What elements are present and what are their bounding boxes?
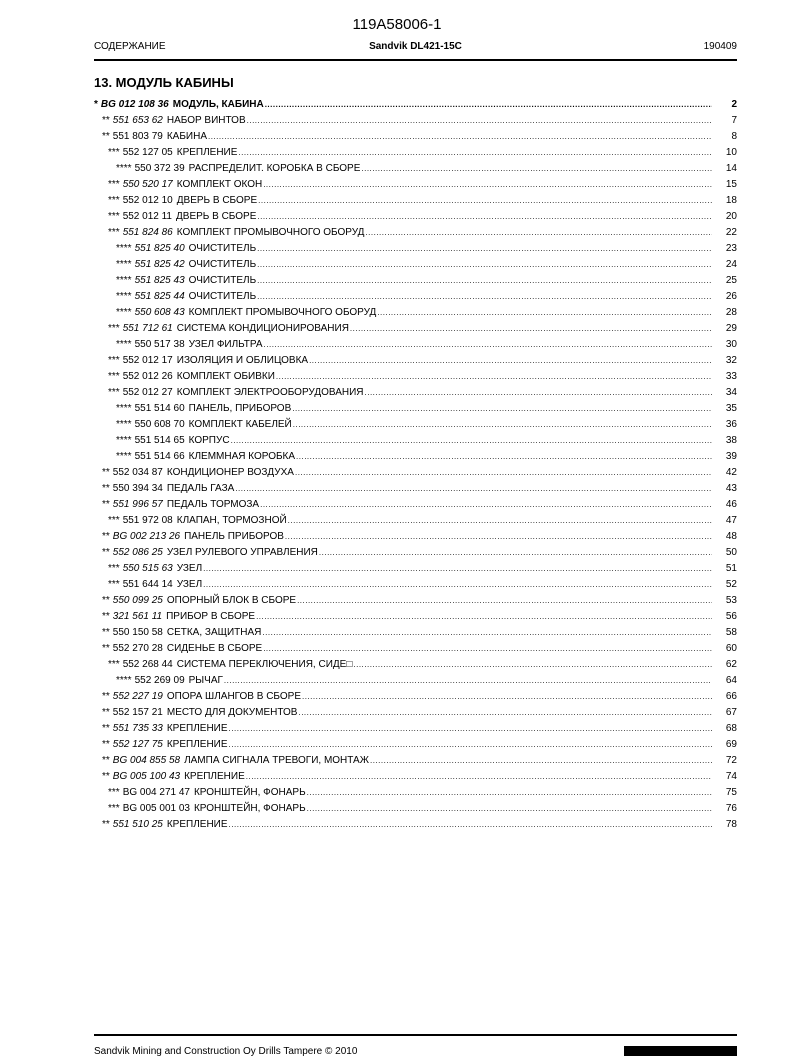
toc-entry-part-number: 551 803 79 xyxy=(112,131,163,142)
toc-entry-leader xyxy=(257,273,712,289)
toc-entry-level-marker: ** xyxy=(102,467,110,478)
toc-entry-level-marker: *** xyxy=(108,515,120,526)
toc-entry-part-number: 550 517 38 xyxy=(134,339,185,350)
toc-entry[interactable] xyxy=(94,161,737,177)
toc-entry-leader xyxy=(296,449,712,465)
toc-entry-title: ОПОРНЫЙ БЛОК В СБОРЕ xyxy=(166,595,297,606)
toc-entry-title: КРОНШТЕЙН, ФОНАРЬ xyxy=(193,787,306,798)
toc-entry-level-marker: **** xyxy=(116,675,132,686)
toc-entry-part-number: 551 825 43 xyxy=(134,275,185,286)
toc-entry-part-number: 550 150 58 xyxy=(112,627,163,638)
toc-entry-title: КЛАПАН, ТОРМОЗНОЙ xyxy=(176,515,287,526)
toc-entry-part-number: 551 712 61 xyxy=(122,323,173,334)
toc-entry-part-number: 552 268 44 xyxy=(122,659,173,670)
toc-entry-title: СИСТЕМА КОНДИЦИОНИРОВАНИЯ xyxy=(176,323,349,334)
toc-entry-leader xyxy=(302,689,712,705)
header-divider xyxy=(94,59,737,61)
toc-entry-level-marker: ** xyxy=(102,707,110,718)
toc-entry-level-marker: **** xyxy=(116,163,132,174)
toc-entry-leader xyxy=(292,401,712,417)
toc-entry-page-number: 15 xyxy=(725,179,737,190)
toc-entry-level-marker: ** xyxy=(102,739,110,750)
toc-entry-title: РАСПРЕДЕЛИТ. КОРОБКА В СБОРЕ xyxy=(188,163,361,174)
toc-entry-level-marker: *** xyxy=(108,371,120,382)
toc-entry-part-number: 551 824 86 xyxy=(122,227,173,238)
toc-entry-page-number: 18 xyxy=(725,195,737,206)
toc-entry-leader xyxy=(370,753,712,769)
sandvik-logo-icon xyxy=(624,1046,737,1056)
toc-entry[interactable] xyxy=(94,337,737,353)
toc-entry-page-number: 47 xyxy=(725,515,737,526)
toc-entry-title: УЗЕЛ xyxy=(176,563,203,574)
toc-entry[interactable] xyxy=(94,721,737,737)
toc-entry-title: КОМПЛЕКТ ПРОМЫВОЧНОГО ОБОРУД xyxy=(176,227,365,238)
toc-entry-title: ПАНЕЛЬ ПРИБОРОВ xyxy=(184,531,284,542)
toc-entry-part-number: BG 004 855 58 xyxy=(112,755,181,766)
toc-entry-page-number: 30 xyxy=(725,339,737,350)
toc-entry[interactable] xyxy=(94,433,737,449)
toc-entry-level-marker: *** xyxy=(108,659,120,670)
toc-entry-title: ДВЕРЬ В СБОРЕ xyxy=(176,195,258,206)
toc-entry[interactable] xyxy=(94,641,737,657)
toc-entry-page-number: 20 xyxy=(725,211,737,222)
toc-entry-level-marker: *** xyxy=(108,355,120,366)
toc-entry-level-marker: ** xyxy=(102,531,110,542)
toc-entry-part-number: 552 157 21 xyxy=(112,707,163,718)
toc-entry-page-number: 42 xyxy=(725,467,737,478)
toc-entry-level-marker: ** xyxy=(102,131,110,142)
toc-entry[interactable] xyxy=(94,209,737,225)
toc-entry-level-marker: *** xyxy=(108,179,120,190)
toc-entry-title: ОЧИСТИТЕЛЬ xyxy=(188,243,257,254)
toc-entry-title: МОДУЛЬ, КАБИНА xyxy=(172,99,264,110)
toc-entry-page-number: 25 xyxy=(725,275,737,286)
toc-entry-leader xyxy=(297,593,712,609)
toc-entry-leader xyxy=(247,113,712,129)
toc-entry-leader xyxy=(309,353,712,369)
toc-entry-leader xyxy=(285,529,712,545)
toc-entry-leader xyxy=(229,817,712,833)
toc-entry-page-number: 72 xyxy=(725,755,737,766)
toc-entry-part-number: 550 608 43 xyxy=(134,307,185,318)
toc-entry-title: КРЕПЛЕНИЕ xyxy=(176,147,238,158)
toc-entry[interactable] xyxy=(94,529,737,545)
toc-entry-level-marker: *** xyxy=(108,323,120,334)
toc-entry-page-number: 38 xyxy=(725,435,737,446)
toc-entry-page-number: 56 xyxy=(725,611,737,622)
toc-entry-page-number: 23 xyxy=(725,243,737,254)
toc-entry-level-marker: **** xyxy=(116,307,132,318)
toc-entry-level-marker: * xyxy=(94,99,98,110)
toc-entry-title: КОМПЛЕКТ ПРОМЫВОЧНОГО ОБОРУД xyxy=(188,307,377,318)
toc-entry-level-marker: **** xyxy=(116,275,132,286)
toc-entry[interactable] xyxy=(94,561,737,577)
toc-entry-part-number: 550 394 34 xyxy=(112,483,163,494)
toc-entry[interactable] xyxy=(94,353,737,369)
toc-entry[interactable] xyxy=(94,545,737,561)
toc-entry-page-number: 32 xyxy=(725,355,737,366)
toc-entry-leader xyxy=(307,785,712,801)
toc-entry[interactable] xyxy=(94,801,737,817)
toc-entry-page-number: 43 xyxy=(725,483,737,494)
toc-entry[interactable] xyxy=(94,753,737,769)
toc-entry-leader xyxy=(276,369,712,385)
toc-entry[interactable] xyxy=(94,497,737,513)
toc-entry-page-number: 10 xyxy=(725,147,737,158)
toc-entry-leader xyxy=(288,513,712,529)
toc-entry[interactable] xyxy=(94,289,737,305)
toc-entry-part-number: BG 004 271 47 xyxy=(122,787,190,798)
toc-entry-title: МЕСТО ДЛЯ ДОКУМЕНТОВ xyxy=(166,707,298,718)
toc-entry-part-number: 551 514 60 xyxy=(134,403,185,414)
toc-entry-title: УЗЕЛ ФИЛЬТРА xyxy=(188,339,263,350)
toc-entry[interactable] xyxy=(94,97,737,113)
toc-entry-level-marker: **** xyxy=(116,243,132,254)
toc-entry[interactable] xyxy=(94,385,737,401)
toc-entry-level-marker: *** xyxy=(108,147,120,158)
toc-entry-leader xyxy=(257,209,712,225)
toc-entry-title: ПАНЕЛЬ, ПРИБОРОВ xyxy=(188,403,292,414)
toc-entry-page-number: 28 xyxy=(725,307,737,318)
toc-entry-leader xyxy=(361,161,712,177)
toc-entry[interactable] xyxy=(94,369,737,385)
toc-entry-part-number: BG 012 108 36 xyxy=(100,99,169,110)
toc-entry-part-number: 552 227 19 xyxy=(112,691,163,702)
toc-entry-leader xyxy=(353,657,712,673)
toc-entry-page-number: 33 xyxy=(725,371,737,382)
toc-entry-part-number: 551 735 33 xyxy=(112,723,163,734)
toc-entry-part-number: 550 372 39 xyxy=(134,163,185,174)
toc-entry-page-number: 8 xyxy=(731,131,737,142)
toc-entry-part-number: BG 005 001 03 xyxy=(122,803,190,814)
toc-entry-page-number: 52 xyxy=(725,579,737,590)
toc-entry-leader xyxy=(231,433,712,449)
toc-entry-page-number: 60 xyxy=(725,643,737,654)
toc-entry-leader xyxy=(295,465,712,481)
toc-entry-page-number: 39 xyxy=(725,451,737,462)
toc-entry[interactable] xyxy=(94,241,737,257)
toc-entry-leader xyxy=(263,641,712,657)
toc-entry-level-marker: *** xyxy=(108,787,120,798)
toc-entry-leader xyxy=(262,625,712,641)
toc-entry-level-marker: **** xyxy=(116,435,132,446)
toc-entry-level-marker: *** xyxy=(108,211,120,222)
toc-entry-title: ЛАМПА СИГНАЛА ТРЕВОГИ, МОНТАЖ xyxy=(184,755,369,766)
toc-entry-title: КОНДИЦИОНЕР ВОЗДУХА xyxy=(166,467,294,478)
toc-entry-leader xyxy=(264,337,712,353)
toc-entry-level-marker: **** xyxy=(116,259,132,270)
toc-entry[interactable] xyxy=(94,225,737,241)
toc-entry-title: КРЕПЛЕНИЕ xyxy=(184,771,245,782)
toc-entry-title: ОЧИСТИТЕЛЬ xyxy=(188,275,257,286)
toc-entry-page-number: 68 xyxy=(725,723,737,734)
toc-entry-part-number: 552 012 27 xyxy=(122,387,173,398)
toc-entry-title: КОРПУС xyxy=(188,435,230,446)
toc-entry-level-marker: ** xyxy=(102,499,110,510)
toc-entry-page-number: 46 xyxy=(725,499,737,510)
toc-entry-title: НАБОР ВИНТОВ xyxy=(166,115,246,126)
toc-entry-title: УЗЕЛ РУЛЕВОГО УПРАВЛЕНИЯ xyxy=(166,547,318,558)
toc-entry-leader xyxy=(224,673,712,689)
toc-entry-level-marker: ** xyxy=(102,723,110,734)
toc-entry-level-marker: ** xyxy=(102,691,110,702)
toc-entry-leader xyxy=(235,481,712,497)
toc-entry[interactable] xyxy=(94,593,737,609)
toc-entry-leader xyxy=(377,305,712,321)
toc-entry-part-number: 551 825 44 xyxy=(134,291,185,302)
toc-entry-page-number: 76 xyxy=(725,803,737,814)
toc-entry-part-number: 552 269 09 xyxy=(134,675,185,686)
toc-entry-leader xyxy=(319,545,712,561)
toc-entry-part-number: 550 520 17 xyxy=(122,179,173,190)
toc-entry[interactable] xyxy=(94,449,737,465)
toc-entry[interactable] xyxy=(94,769,737,785)
toc-entry-leader xyxy=(258,193,712,209)
toc-entry-page-number: 62 xyxy=(725,659,737,670)
header-section-label: СОДЕРЖАНИЕ xyxy=(94,41,166,52)
toc-entry-leader xyxy=(208,129,712,145)
toc-entry-part-number: 551 510 25 xyxy=(112,819,163,830)
toc-entry-level-marker: ** xyxy=(102,819,110,830)
toc-entry-title: КРЕПЛЕНИЕ xyxy=(166,739,228,750)
toc-entry-part-number: 552 127 05 xyxy=(122,147,173,158)
toc-entry-leader xyxy=(365,225,712,241)
page-header xyxy=(94,40,737,54)
toc-entry-level-marker: ** xyxy=(102,611,110,622)
toc-entry-leader xyxy=(307,801,712,817)
toc-entry-part-number: 552 127 75 xyxy=(112,739,163,750)
toc-entry-part-number: 552 034 87 xyxy=(112,467,163,478)
toc-entry[interactable] xyxy=(94,193,737,209)
toc-entry-title: ОЧИСТИТЕЛЬ xyxy=(188,291,257,302)
toc-entry-level-marker: *** xyxy=(108,195,120,206)
header-date-code: 190409 xyxy=(703,41,737,52)
toc-entry[interactable] xyxy=(94,785,737,801)
toc-entry-title: ПЕДАЛЬ ТОРМОЗА xyxy=(166,499,260,510)
toc-entry-title: ОЧИСТИТЕЛЬ xyxy=(188,259,257,270)
toc-entry-leader xyxy=(257,241,712,257)
toc-entry-leader xyxy=(256,609,712,625)
toc-entry-level-marker: *** xyxy=(108,563,120,574)
toc-entry-level-marker: ** xyxy=(102,643,110,654)
table-of-contents xyxy=(94,97,737,833)
toc-entry-title: КРЕПЛЕНИЕ xyxy=(166,819,228,830)
toc-entry-level-marker: *** xyxy=(108,579,120,590)
toc-entry[interactable] xyxy=(94,465,737,481)
toc-entry-page-number: 66 xyxy=(725,691,737,702)
toc-entry-page-number: 69 xyxy=(725,739,737,750)
toc-entry-page-number: 35 xyxy=(725,403,737,414)
toc-entry-leader xyxy=(203,561,712,577)
document-number: 119A58006-1 xyxy=(352,16,442,33)
toc-entry-level-marker: **** xyxy=(116,339,132,350)
toc-entry-level-marker: *** xyxy=(108,227,120,238)
toc-entry-page-number: 75 xyxy=(725,787,737,798)
toc-entry-title: СИСТЕМА ПЕРЕКЛЮЧЕНИЯ, СИДЕ□ xyxy=(176,659,353,670)
toc-entry-page-number: 53 xyxy=(725,595,737,606)
toc-entry-title: СИДЕНЬЕ В СБОРЕ xyxy=(166,643,263,654)
toc-entry[interactable] xyxy=(94,817,737,833)
toc-entry-part-number: 552 012 11 xyxy=(122,211,172,222)
toc-entry[interactable] xyxy=(94,113,737,129)
toc-entry-title: ДВЕРЬ В СБОРЕ xyxy=(176,211,257,222)
toc-entry-part-number: 551 653 62 xyxy=(112,115,163,126)
footer-copyright: Sandvik Mining and Construction Oy Drills Tampere © 2010 xyxy=(94,1046,358,1057)
toc-entry-title: КОМПЛЕКТ ОБИВКИ xyxy=(176,371,275,382)
toc-entry[interactable] xyxy=(94,657,737,673)
toc-entry[interactable] xyxy=(94,129,737,145)
toc-entry-title: УЗЕЛ xyxy=(176,579,203,590)
toc-entry-part-number: 552 012 17 xyxy=(122,355,173,366)
toc-entry[interactable] xyxy=(94,305,737,321)
toc-entry-level-marker: **** xyxy=(116,403,132,414)
toc-entry-page-number: 50 xyxy=(725,547,737,558)
toc-entry[interactable] xyxy=(94,689,737,705)
toc-entry-page-number: 29 xyxy=(725,323,737,334)
toc-entry-leader xyxy=(238,145,712,161)
toc-entry[interactable] xyxy=(94,705,737,721)
toc-entry-page-number: 67 xyxy=(725,707,737,718)
toc-entry-leader xyxy=(203,577,712,593)
toc-entry-title: КРЕПЛЕНИЕ xyxy=(166,723,228,734)
toc-entry-part-number: 550 515 63 xyxy=(122,563,173,574)
toc-entry-page-number: 22 xyxy=(725,227,737,238)
toc-entry-level-marker: ** xyxy=(102,771,110,782)
toc-entry[interactable] xyxy=(94,737,737,753)
toc-entry[interactable] xyxy=(94,321,737,337)
toc-entry-title: ИЗОЛЯЦИЯ И ОБЛИЦОВКА xyxy=(176,355,309,366)
toc-entry-leader xyxy=(260,497,712,513)
toc-entry-part-number: 552 270 28 xyxy=(112,643,163,654)
toc-entry-part-number: 550 099 25 xyxy=(112,595,163,606)
toc-entry-leader xyxy=(263,177,712,193)
footer-divider xyxy=(94,1034,737,1036)
toc-entry-level-marker: **** xyxy=(116,419,132,430)
toc-entry-page-number: 58 xyxy=(725,627,737,638)
toc-entry-level-marker: ** xyxy=(102,483,110,494)
toc-entry-part-number: 551 825 40 xyxy=(134,243,185,254)
toc-entry-level-marker: ** xyxy=(102,595,110,606)
toc-entry-leader xyxy=(246,769,712,785)
toc-entry-part-number: 552 012 10 xyxy=(122,195,173,206)
header-model-name: Sandvik DL421-15C xyxy=(369,41,462,52)
toc-entry-title: СЕТКА, ЗАЩИТНАЯ xyxy=(166,627,262,638)
toc-entry-level-marker: **** xyxy=(116,451,132,462)
toc-entry[interactable] xyxy=(94,609,737,625)
toc-entry-page-number: 2 xyxy=(731,99,737,110)
toc-entry-title: КОМПЛЕКТ ЭЛЕКТРООБОРУДОВАНИЯ xyxy=(176,387,364,398)
toc-entry-page-number: 34 xyxy=(725,387,737,398)
toc-entry[interactable] xyxy=(94,417,737,433)
toc-entry-page-number: 26 xyxy=(725,291,737,302)
toc-entry-page-number: 78 xyxy=(725,819,737,830)
toc-entry-leader xyxy=(365,385,712,401)
toc-entry-page-number: 64 xyxy=(725,675,737,686)
toc-entry-level-marker: ** xyxy=(102,755,110,766)
toc-entry-part-number: 552 012 26 xyxy=(122,371,173,382)
toc-entry-level-marker: *** xyxy=(108,803,120,814)
toc-entry-page-number: 74 xyxy=(725,771,737,782)
toc-entry[interactable] xyxy=(94,257,737,273)
toc-entry-part-number: BG 005 100 43 xyxy=(112,771,181,782)
toc-entry[interactable] xyxy=(94,177,737,193)
toc-entry-page-number: 7 xyxy=(731,115,737,126)
toc-entry-title: ПРИБОР В СБОРЕ xyxy=(166,611,256,622)
toc-entry-title: КОМПЛЕКТ ОКОН xyxy=(176,179,263,190)
toc-entry-title: ПЕДАЛЬ ГАЗА xyxy=(166,483,235,494)
toc-entry[interactable] xyxy=(94,481,737,497)
toc-entry-leader xyxy=(350,321,712,337)
toc-entry-level-marker: ** xyxy=(102,115,110,126)
toc-entry-leader xyxy=(257,257,712,273)
toc-entry-title: КОМПЛЕКТ КАБЕЛЕЙ xyxy=(188,419,292,430)
toc-entry-page-number: 36 xyxy=(725,419,737,430)
toc-entry-level-marker: ** xyxy=(102,547,110,558)
toc-entry-part-number: BG 002 213 26 xyxy=(112,531,181,542)
toc-entry-part-number: 551 514 66 xyxy=(134,451,185,462)
toc-entry-part-number: 551 644 14 xyxy=(122,579,173,590)
toc-entry-title: РЫЧАГ xyxy=(188,675,223,686)
toc-entry-page-number: 48 xyxy=(725,531,737,542)
toc-entry-title: ОПОРА ШЛАНГОВ В СБОРЕ xyxy=(166,691,301,702)
toc-entry-level-marker: ** xyxy=(102,627,110,638)
toc-entry-leader xyxy=(229,721,712,737)
toc-entry[interactable] xyxy=(94,145,737,161)
toc-entry[interactable] xyxy=(94,625,737,641)
toc-entry-part-number: 551 825 42 xyxy=(134,259,185,270)
toc-entry-part-number: 552 086 25 xyxy=(112,547,163,558)
toc-entry[interactable] xyxy=(94,513,737,529)
toc-entry[interactable] xyxy=(94,273,737,289)
toc-entry-part-number: 321 561 11 xyxy=(112,611,163,622)
toc-entry-leader xyxy=(229,737,712,753)
toc-entry-leader xyxy=(298,705,712,721)
toc-entry-leader xyxy=(265,97,712,113)
toc-entry-level-marker: *** xyxy=(108,387,120,398)
toc-entry-leader xyxy=(257,289,712,305)
toc-entry[interactable] xyxy=(94,401,737,417)
toc-entry-page-number: 51 xyxy=(725,563,737,574)
toc-entry-part-number: 551 514 65 xyxy=(134,435,185,446)
toc-entry-title: КРОНШТЕЙН, ФОНАРЬ xyxy=(193,803,306,814)
toc-entry-title: КЛЕММНАЯ КОРОБКА xyxy=(188,451,296,462)
toc-entry-page-number: 24 xyxy=(725,259,737,270)
toc-entry[interactable] xyxy=(94,577,737,593)
toc-entry-page-number: 14 xyxy=(725,163,737,174)
toc-entry-leader xyxy=(293,417,712,433)
toc-entry-part-number: 550 608 70 xyxy=(134,419,185,430)
toc-entry-level-marker: **** xyxy=(116,291,132,302)
toc-entry-part-number: 551 972 08 xyxy=(122,515,173,526)
section-title: 13. МОДУЛЬ КАБИНЫ xyxy=(94,75,234,90)
toc-entry[interactable] xyxy=(94,673,737,689)
toc-entry-title: КАБИНА xyxy=(166,131,207,142)
toc-entry-part-number: 551 996 57 xyxy=(112,499,163,510)
